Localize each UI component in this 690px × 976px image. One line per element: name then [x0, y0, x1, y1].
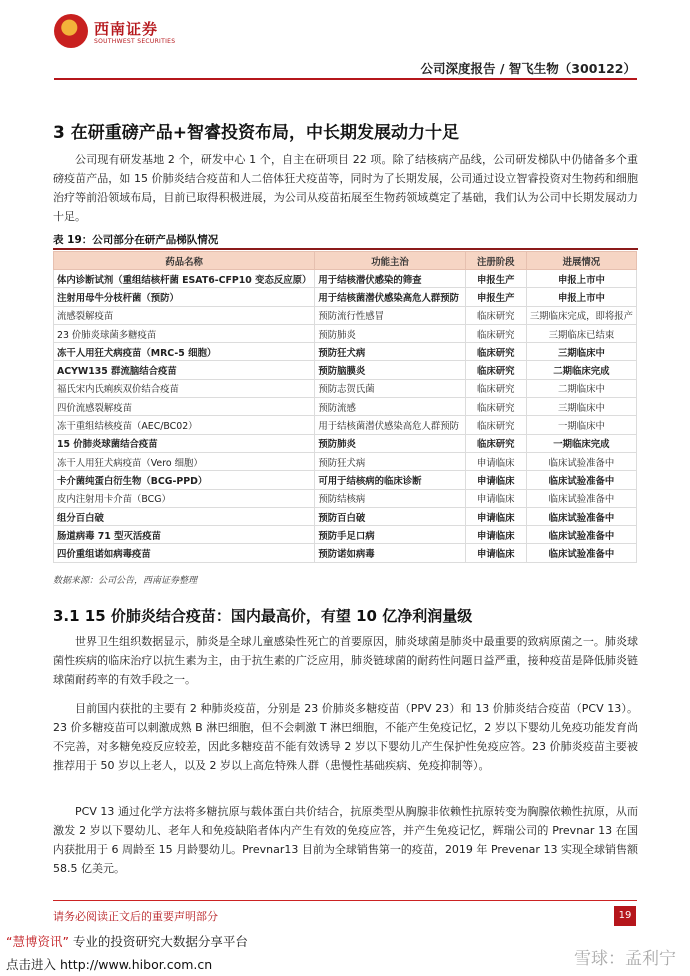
cell-stage: 临床研究: [465, 324, 526, 342]
cell-drug-name: 体内诊断试剂（重组结核杆菌 ESAT6-CFP10 变态反应原）: [54, 270, 315, 288]
cell-stage: 临床研究: [465, 434, 526, 452]
table-row: [54, 434, 637, 452]
cell-function: 预防诺如病毒: [315, 544, 465, 562]
cell-progress: 一期临床完成: [526, 434, 636, 452]
cell-stage: 申请临床: [465, 452, 526, 470]
table-row: [54, 379, 637, 397]
table-row: [54, 416, 637, 434]
logo-emblem-icon: [54, 14, 88, 48]
cell-function: 预防流行性感冒: [315, 306, 465, 324]
cell-function: 用于结核菌潜伏感染高危人群预防: [315, 416, 465, 434]
xueqiu-watermark: 雪球：孟利宁: [574, 949, 676, 969]
cell-drug-name: 皮内注射用卡介苗（BCG）: [54, 489, 315, 507]
table-top-rule: [53, 248, 638, 250]
cell-stage: 申报生产: [465, 270, 526, 288]
cell-progress: 临床试验准备中: [526, 526, 636, 544]
watermark-tagline: 专业的投资研究大数据分享平台: [68, 934, 248, 949]
cell-function: 可用于结核病的临床诊断: [315, 471, 465, 489]
page-number: 19: [614, 906, 636, 926]
cell-progress: 临床试验准备中: [526, 452, 636, 470]
cell-drug-name: 冻干人用狂犬病疫苗（MRC-5 细胞）: [54, 343, 315, 361]
table-row: [54, 361, 637, 379]
table-row: [54, 270, 637, 288]
cell-progress: 三期临床已结束: [526, 324, 636, 342]
section-3-1-paragraph-2: [53, 699, 638, 775]
section-3-1-heading: 3.1 15 价肺炎结合疫苗：国内最高价，有望 10 亿净利润量级: [53, 607, 473, 625]
table-row: [54, 471, 637, 489]
cell-function: 预防志贺氏菌: [315, 379, 465, 397]
cell-stage: 临床研究: [465, 343, 526, 361]
table-row: [54, 324, 637, 342]
logo-english-name: SOUTHWEST SECURITIES: [94, 38, 176, 45]
paragraph-text: 世界卫生组织数据显示，肺炎是全球儿童感染性死亡的首要原因，肺炎球菌是肺炎中最重要的致病原菌之一。肺炎球菌性疾病的临床治疗以抗生素为主，由于抗生素的广泛应用，肺炎链球菌的耐药性问题日益严重，接种疫苗是降低肺炎链球菌耐药率的有效手段之一。: [53, 635, 638, 686]
cell-function: 预防脑膜炎: [315, 361, 465, 379]
cell-drug-name: ACYW135 群流脑结合疫苗: [54, 361, 315, 379]
cell-progress: 临床试验准备中: [526, 544, 636, 562]
cell-progress: 三期临床中: [526, 343, 636, 361]
cell-function: 预防流感: [315, 398, 465, 416]
table-row: [54, 489, 637, 507]
watermark-brand: “慧博资讯”: [6, 934, 69, 949]
table-row: [54, 526, 637, 544]
cell-stage: 临床研究: [465, 361, 526, 379]
cell-stage: 临床研究: [465, 398, 526, 416]
cell-progress: 二期临床完成: [526, 361, 636, 379]
table-source: 数据来源：公司公告，西南证券整理: [53, 576, 198, 586]
table-row: [54, 288, 637, 306]
section-3-paragraph: [53, 150, 638, 226]
company-logo: [54, 14, 174, 62]
table-row: [54, 306, 637, 324]
cell-drug-name: 四价流感裂解疫苗: [54, 398, 315, 416]
cell-progress: 临床试验准备中: [526, 489, 636, 507]
cell-function: 预防手足口病: [315, 526, 465, 544]
paragraph-text: 目前国内获批的主要有 2 种肺炎疫苗，分别是 23 价肺炎多糖疫苗（PPV 23）和 13 价肺炎结合疫苗（PCV 13）。23 价多糖疫苗可以刺激成熟 B 淋巴细胞，但不会刺激 T 淋巴细胞，不能产生免疫记忆，2 岁以下婴幼儿免疫功能发育尚不完善，对多糖免疫反应较差，因此多糖疫苗不能有效诱导 2 岁以下婴幼儿产生保护性免疫应答。23 价肺炎疫苗主要被推荐用于 50 岁以上老人，以及 2 岁以上高危特殊人群（患慢性基础疾病、免疫抑制等）。: [53, 702, 638, 772]
cell-progress: 临床试验准备中: [526, 471, 636, 489]
cell-progress: 申报上市中: [526, 288, 636, 306]
header-divider: [54, 78, 637, 80]
cell-stage: 申请临床: [465, 526, 526, 544]
cell-drug-name: 组分百白破: [54, 507, 315, 525]
table-row: [54, 452, 637, 470]
cell-stage: 申请临床: [465, 507, 526, 525]
cell-drug-name: 肠道病毒 71 型灭活疫苗: [54, 526, 315, 544]
table-header-row: [54, 252, 637, 270]
cell-progress: 申报上市中: [526, 270, 636, 288]
cell-drug-name: 福氏宋内氏痢疾双价结合疫苗: [54, 379, 315, 397]
cell-stage: 临床研究: [465, 416, 526, 434]
cell-progress: 二期临床中: [526, 379, 636, 397]
cell-function: 预防肺炎: [315, 324, 465, 342]
table-row: [54, 544, 637, 562]
cell-function: 用于结核潜伏感染的筛查: [315, 270, 465, 288]
cell-stage: 申请临床: [465, 544, 526, 562]
cell-function: 用于结核菌潜伏感染高危人群预防: [315, 288, 465, 306]
cell-progress: 三期临床完成，即将报产: [526, 306, 636, 324]
cell-stage: 申报生产: [465, 288, 526, 306]
watermark-banner: [6, 932, 248, 950]
page-header: [0, 0, 690, 82]
footer-disclaimer: 请务必阅读正文后的重要声明部分: [53, 910, 218, 923]
header-stage: 注册阶段: [465, 252, 526, 270]
report-title: 公司深度报告 / 智飞生物（300122）: [420, 61, 636, 76]
cell-progress: 一期临床中: [526, 416, 636, 434]
header-function: 功能主治: [315, 252, 465, 270]
cell-function: 预防肺炎: [315, 434, 465, 452]
section-3-heading: 3 在研重磅产品+智睿投资布局，中长期发展动力十足: [53, 123, 459, 143]
cell-function: 预防结核病: [315, 489, 465, 507]
footer-divider: [53, 900, 637, 901]
cell-drug-name: 冻干人用狂犬病疫苗（Vero 细胞）: [54, 452, 315, 470]
cell-drug-name: 四价重组诺如病毒疫苗: [54, 544, 315, 562]
cell-drug-name: 15 价肺炎球菌结合疫苗: [54, 434, 315, 452]
cell-progress: 临床试验准备中: [526, 507, 636, 525]
section-3-1-paragraph-1: [53, 632, 638, 689]
table-row: [54, 398, 637, 416]
cell-stage: 申请临床: [465, 471, 526, 489]
cell-function: 预防狂犬病: [315, 343, 465, 361]
header-progress: 进展情况: [526, 252, 636, 270]
cell-stage: 临床研究: [465, 379, 526, 397]
table-row: [54, 343, 637, 361]
cell-stage: 申请临床: [465, 489, 526, 507]
cell-function: 预防百白破: [315, 507, 465, 525]
table-title: 表 19：公司部分在研产品梯队情况: [53, 234, 219, 246]
cell-drug-name: 冻干重组结核疫苗（AEC/BC02）: [54, 416, 315, 434]
pipeline-table: [53, 251, 637, 563]
section-3-1-paragraph-3: [53, 802, 638, 878]
watermark-link[interactable]: 点击进入 http://www.hibor.com.cn: [6, 957, 213, 972]
cell-drug-name: 注射用母牛分枝杆菌（预防）: [54, 288, 315, 306]
cell-drug-name: 23 价肺炎球菌多糖疫苗: [54, 324, 315, 342]
cell-stage: 临床研究: [465, 306, 526, 324]
paragraph-text: PCV 13 通过化学方法将多糖抗原与载体蛋白共价结合，抗原类型从胸腺非依赖性抗原转变为胸腺依赖性抗原，从而激发 2 岁以下婴幼儿、老年人和免疫缺陷者体内产生有效的免疫应答，并产生免疫记忆，辉瑞公司的 Prevnar 13 在国内获批用于 6 周龄至 15 月龄婴幼儿。Prevnar13 目前为全球销售第一的疫苗，2019 年 Prevenar 13 实现全球销售额 58.5 亿美元。: [53, 805, 638, 875]
cell-function: 预防狂犬病: [315, 452, 465, 470]
logo-chinese-name: 西南证券: [94, 20, 159, 38]
header-drug-name: 药品名称: [54, 252, 315, 270]
cell-progress: 三期临床中: [526, 398, 636, 416]
table-body: [54, 270, 637, 563]
cell-drug-name: 卡介菌纯蛋白衍生物（BCG-PPD）: [54, 471, 315, 489]
paragraph-text: 公司现有研发基地 2 个，研发中心 1 个，自主在研项目 22 项。除了结核病产品线，公司研发梯队中仍储备多个重磅疫苗产品，如 15 价肺炎结合疫苗和人二倍体狂犬疫苗等，同时为了长期发展，公司通过设立智睿投资对生物药和细胞治疗等前沿领域布局，目前已取得积极进展，为公司从疫苗拓展至生物药领域奠定了基础，我们认为公司中长期发展动力十足。: [53, 153, 638, 223]
table-row: [54, 507, 637, 525]
cell-drug-name: 流感裂解疫苗: [54, 306, 315, 324]
